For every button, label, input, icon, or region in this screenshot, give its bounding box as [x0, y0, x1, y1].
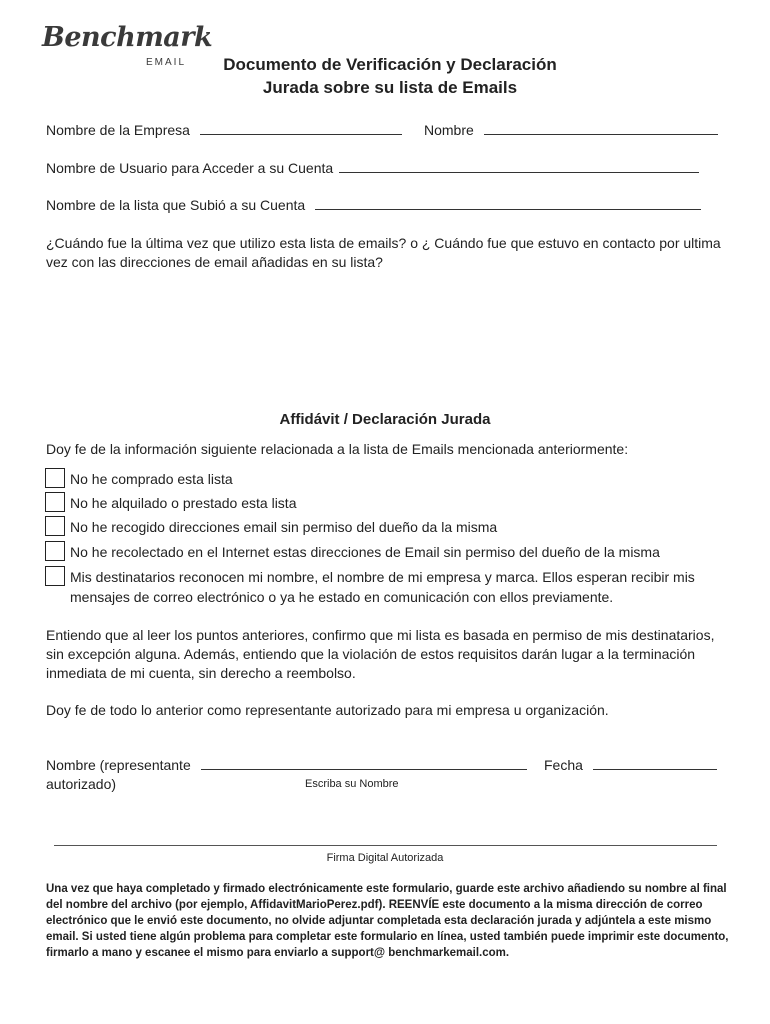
digital-signature-caption: Firma Digital Autorizada: [326, 852, 444, 864]
checkbox-not-purchased[interactable]: [45, 468, 65, 488]
write-name-caption: Escriba su Nombre: [305, 778, 399, 790]
affidavit-title: Affidávit / Declaración Jurada: [279, 411, 491, 428]
last-contact-answer-area[interactable]: [46, 278, 736, 398]
checkbox-not-harvested[interactable]: [45, 541, 65, 561]
checkbox-label-not-harvested: No he recolectado en el Internet estas direcciones de Email sin permiso del dueño de la misma: [70, 544, 660, 560]
last-contact-question: ¿Cuándo fue la última vez que utilizo esta lista de emails? o ¿ Cuándo fue que estuvo en contacto por ultima vez con las direcciones de email añadidas en su lista?: [46, 235, 721, 270]
checkbox-label-not-purchased: No he comprado esta lista: [70, 471, 233, 487]
digital-signature-line[interactable]: [54, 845, 717, 846]
checkbox-recipients-recognize[interactable]: [45, 566, 65, 586]
representative-name-label: Nombre (representante: [46, 757, 191, 773]
affidavit-intro: Doy fe de la información siguiente relacionada a la lista de Emails mencionada anteriormente:: [46, 441, 629, 457]
list-name-field: [46, 197, 701, 213]
company-name-field: [46, 122, 402, 138]
logo-wordmark: Benchmark: [42, 22, 213, 53]
checkbox-not-rented[interactable]: [45, 492, 65, 512]
representative-name-input[interactable]: [201, 757, 527, 770]
username-field: [46, 160, 699, 176]
attestation-paragraph: Doy fe de todo lo anterior como representante autorizado para mi empresa u organización.: [46, 702, 609, 718]
representative-name-label-2: autorizado): [46, 776, 117, 792]
username-label: Nombre de Usuario para Acceder a su Cuenta: [46, 160, 334, 176]
company-name-input[interactable]: [200, 122, 402, 135]
checkbox-label-not-rented: No he alquilado o prestado esta lista: [70, 495, 297, 511]
name-input[interactable]: [484, 122, 718, 135]
checkbox-not-collected[interactable]: [45, 516, 65, 536]
name-label: Nombre: [424, 122, 474, 138]
understanding-paragraph: Entiendo que al leer los puntos anteriores, confirmo que mi lista es basada en permiso de mis destinatarios, sin excepción alguna. Además, entiendo que la violación de estos requisitos darán lugar a la terminación inmediata de mi cuenta, sin derecho a reembolso.: [46, 627, 715, 681]
name-field: [424, 122, 718, 138]
list-name-label: Nombre de la lista que Subió a su Cuenta: [46, 197, 306, 213]
date-field: [544, 757, 717, 773]
logo-subtitle: EMAIL: [146, 57, 187, 68]
company-name-label: Nombre de la Empresa: [46, 122, 190, 138]
benchmark-logo: [42, 22, 213, 74]
username-input[interactable]: [339, 160, 699, 173]
checkbox-label-not-collected: No he recogido direcciones email sin permiso del dueño da la misma: [70, 519, 498, 535]
date-input[interactable]: [593, 757, 717, 770]
document-title-line-1: Documento de Verificación y Declaración: [223, 55, 557, 74]
checkbox-label-recipients-recognize: Mis destinatarios reconocen mi nombre, el nombre de mi empresa y marca. Ellos esperan recibir mis mensajes de correo electrónico o ya he estado en comunicación con ellos previamente.: [70, 569, 695, 605]
document-title-line-2: Jurada sobre su lista de Emails: [262, 78, 518, 97]
date-label: Fecha: [544, 757, 583, 773]
submission-instructions: Una vez que haya completado y firmado electrónicamente este formulario, guarde este archivo añadiendo su nombre al final del nombre del archivo (por ejemplo, AffidavitMarioPerez.pdf). REENVÍE este documento a la misma dirección de correo electrónico que le envió este documento, no olvide adjuntar completada esta declaración jurada y adjúntela a este mismo email. Si usted tiene algún problema para completar este formulario en línea, usted también puede imprimir este documento, firmarlo a mano y escanee el mismo para enviarlo a support@ benchmarkemail.com.: [46, 883, 729, 959]
list-name-input[interactable]: [315, 197, 701, 210]
representative-name-field: [46, 757, 527, 773]
